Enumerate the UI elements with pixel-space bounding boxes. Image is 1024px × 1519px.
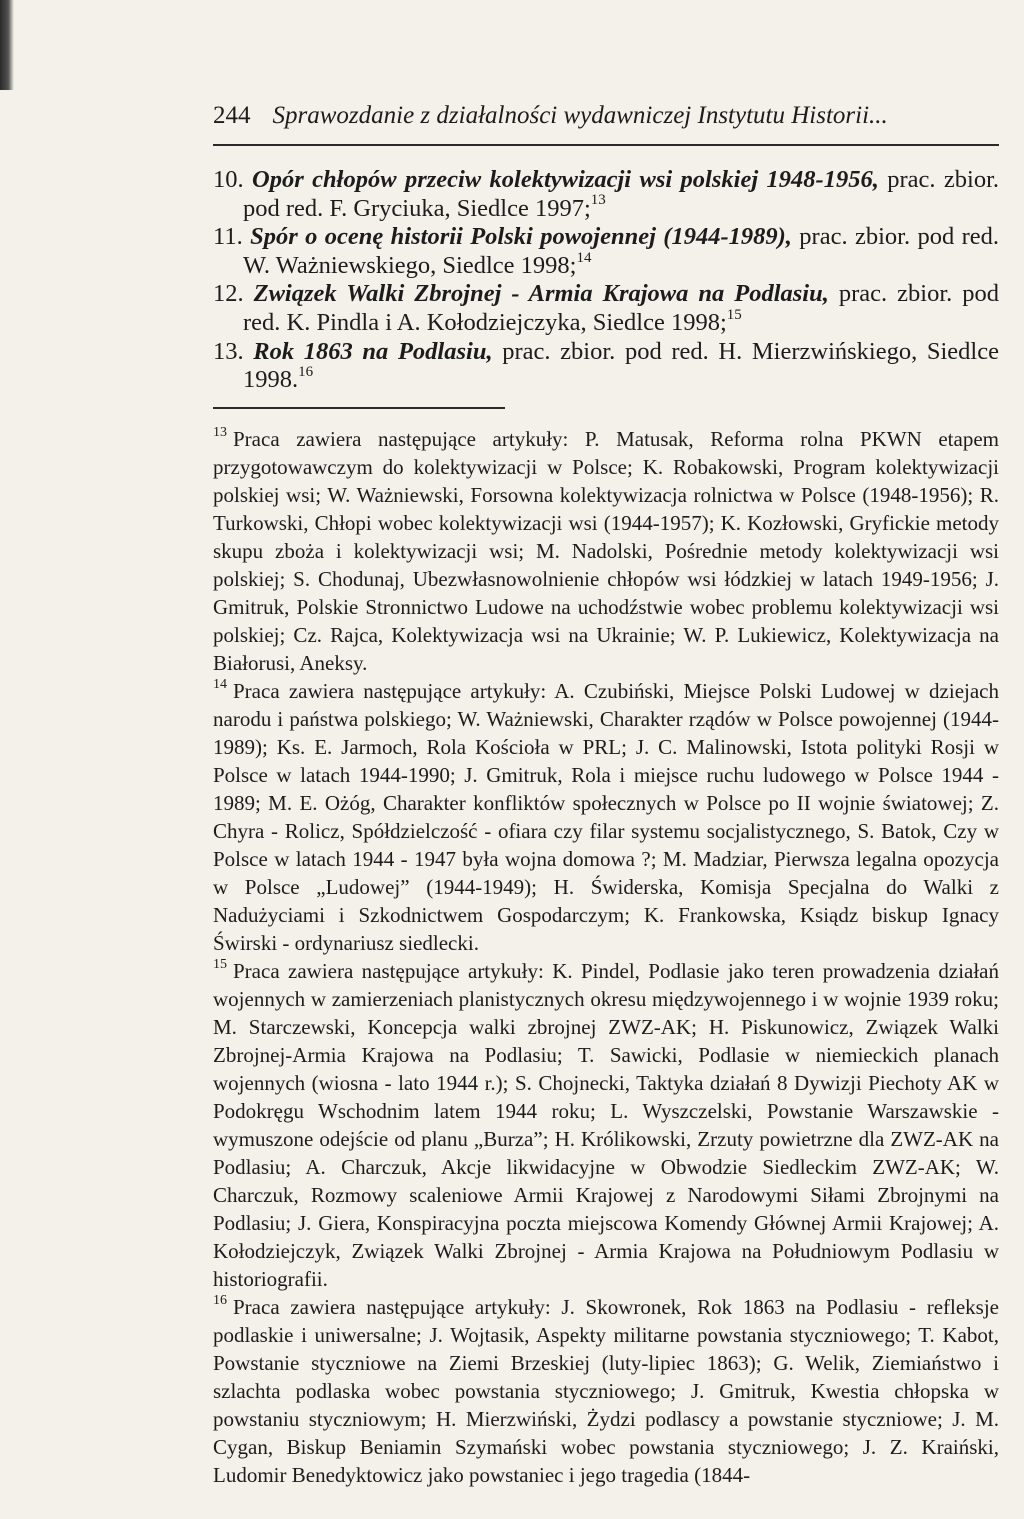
entry-title: Związek Walki Zbrojnej - Armia Krajowa na Podlasiu,: [253, 280, 829, 308]
entry-details: prac. zbior. pod red. H. Mierzwińskiego, Siedlce 1998.: [243, 337, 999, 394]
footnote-14: [213, 677, 999, 957]
footnote-text: Praca zawiera następujące artykuły: K. Pindel, Podlasie jako teren prowadzenia działań wojennych w zamierzeniach planistycznych okresu międzywojennego i w wojnie 1939 roku; M. Starczewski, Koncepcja walki zbrojnej ZWZ-AK; H. Piskunowicz, Związek Walki Zbrojnej-Armia Krajowa na Podlasiu; T. Sawicki, Podlasie w niemieckich planach wojennych (wiosna - lato 1944 r.); S. Chojnecki, Taktyka działań 8 Dywizji Piechoty AK w Podokręgu Wschodnim latem 1944 roku; L. Wyszczelski, Powstanie Warszawskie - wymuszone odejście od planu „Burza”; H. Królikowski, Zrzuty powietrzne dla ZWZ-AK na Podlasiu; A. Charczuk, Akcje likwidacyjne w Obwodzie Siedleckim ZWZ-AK; W. Charczuk, Rozmowy scaleniowe Armii Krajowej z Narodowymi Siłami Zbrojnymi na Podlasiu; J. Giera, Konspiracyjna poczta miejscowa Komendy Głównej Armii Krajowej; A. Kołodziejczyk, Związek Walki Zbrojnej - Armia Krajowa na Południowym Podlasiu w historiografii.: [213, 958, 999, 1291]
publication-entry-11: [213, 223, 999, 280]
running-title: Sprawozdanie z działalności wydawniczej Instytutu Historii...: [272, 102, 888, 129]
footnote-13: [213, 425, 999, 677]
entry-number: 13.: [213, 337, 244, 365]
footnote-ref[interactable]: 15: [726, 306, 742, 323]
footnote-number: 13: [213, 424, 227, 440]
entry-details: prac. zbior. pod red. F. Gryciuka, Siedlce 1997;: [243, 166, 1000, 222]
footnote-15: [213, 957, 999, 1293]
page-number: 244: [213, 102, 251, 129]
entry-number: 12.: [213, 280, 244, 308]
publication-entry-13: [213, 338, 999, 395]
footnote-ref[interactable]: 13: [590, 192, 606, 209]
entry-title: Rok 1863 na Podlasiu,: [253, 337, 493, 365]
entry-title: Spór o ocenę historii Polski powojennej (1944-1989),: [250, 223, 792, 251]
footnote-ref[interactable]: 14: [576, 249, 592, 266]
entry-number: 11.: [213, 223, 243, 251]
publication-entry-10: [213, 166, 999, 223]
running-header: [213, 100, 999, 146]
footnote-text: Praca zawiera następujące artykuły: P. Matusak, Reforma rolna PKWN etapem przygotowawczym do kolektywizacji w Polsce; K. Robakowski, Program kolektywizacji polskiej wsi; W. Ważniewski, Forsowna kolektywizacja rolnictwa w Polsce (1948-1956); R. Turkowski, Chłopi wobec kolektywizacji wsi (1944-1957); K. Kozłowski, Gryfickie metody skupu zboża i kolektywizacji wsi; M. Nadolski, Pośrednie metody kolektywizacji wsi polskiej; S. Chodunaj, Ubezwłasnowolnienie chłopów wsi łódzkiej w latach 1949-1956; J. Gmitruk, Polskie Stronnictwo Ludowe na uchodźstwie wobec problemu kolektywizacji wsi polskiej; Cz. Rajca, Kolektywizacja wsi na Ukrainie; W. P. Lukiewicz, Kolektywizacja na Białorusi, Aneksy.: [213, 426, 999, 675]
entry-number: 10.: [213, 166, 244, 193]
footnote-text: Praca zawiera następujące artykuły: J. Skowronek, Rok 1863 na Podlasiu - refleksje podlaskie i uniwersalne; J. Wojtasik, Aspekty militarne powstania styczniowego; T. Kabot, Powstanie styczniowe na Ziemi Brzeskiej (luty-lipiec 1863); G. Welik, Ziemiaństwo i szlachta podlaska wobec powstania styczniowego; J. Gmitruk, Kwestia chłopska w powstaniu styczniowym; H. Mierzwiński, Żydzi podlascy a powstanie styczniowe; J. M. Cygan, Biskup Beniamin Szymański wobec powstania styczniowego; J. Z. Kraiński, Ludomir Benedyktowicz jako powstaniec i jego tragedia (1844-: [213, 1294, 999, 1487]
footnote-16: [213, 1293, 999, 1489]
footnote-divider: [213, 407, 505, 409]
footnote-number: 15: [213, 956, 227, 972]
publication-entry-12: [213, 280, 999, 337]
entry-details: prac. zbior. pod red. W. Ważniewskiego, Siedlce 1998;: [243, 223, 999, 279]
book-page: [213, 100, 999, 1489]
footnote-text: Praca zawiera następujące artykuły: A. Czubiński, Miejsce Polski Ludowej w dziejach narodu i państwa polskiego; W. Ważniewski, Charakter rządów w Polsce powojennej (1944-1989); Ks. E. Jarmoch, Rola Kościoła w PRL; J. C. Malinowski, Istota polityki Rosji w Polsce w latach 1944-1990; J. Gmitruk, Rola i miejsce ruchu ludowego w Polsce 1944 - 1989; M. E. Ożóg, Charakter konfliktów społecznych w Polsce po II wojnie światowej; Z. Chyra - Rolicz, Spółdzielczość - ofiara czy filar systemu socjalistycznego, S. Batok, Czy w Polsce w latach 1944 - 1947 była wojna domowa ?; M. Madziar, Pierwsza legalna opozycja w Polsce „Ludowej” (1944-1949); H. Świderska, Komisja Specjalna do Walki z Nadużyciami i Szkodnictwem Gospodarczym; K. Frankowska, Ksiądz biskup Ignacy Świrski - ordynariusz siedlecki.: [213, 678, 999, 955]
footnotes: [213, 425, 999, 1489]
publication-list: [213, 166, 999, 395]
footnote-number: 16: [213, 1292, 227, 1308]
scan-edge-shadow: [0, 0, 14, 90]
entry-title: Opór chłopów przeciw kolektywizacji wsi polskiej 1948-1956,: [252, 166, 879, 193]
entry-details: prac. zbior. pod red. K. Pindla i A. Kołodziejczyka, Siedlce 1998;: [243, 280, 1000, 336]
footnote-number: 14: [213, 676, 227, 692]
footnote-ref[interactable]: 16: [298, 364, 314, 380]
